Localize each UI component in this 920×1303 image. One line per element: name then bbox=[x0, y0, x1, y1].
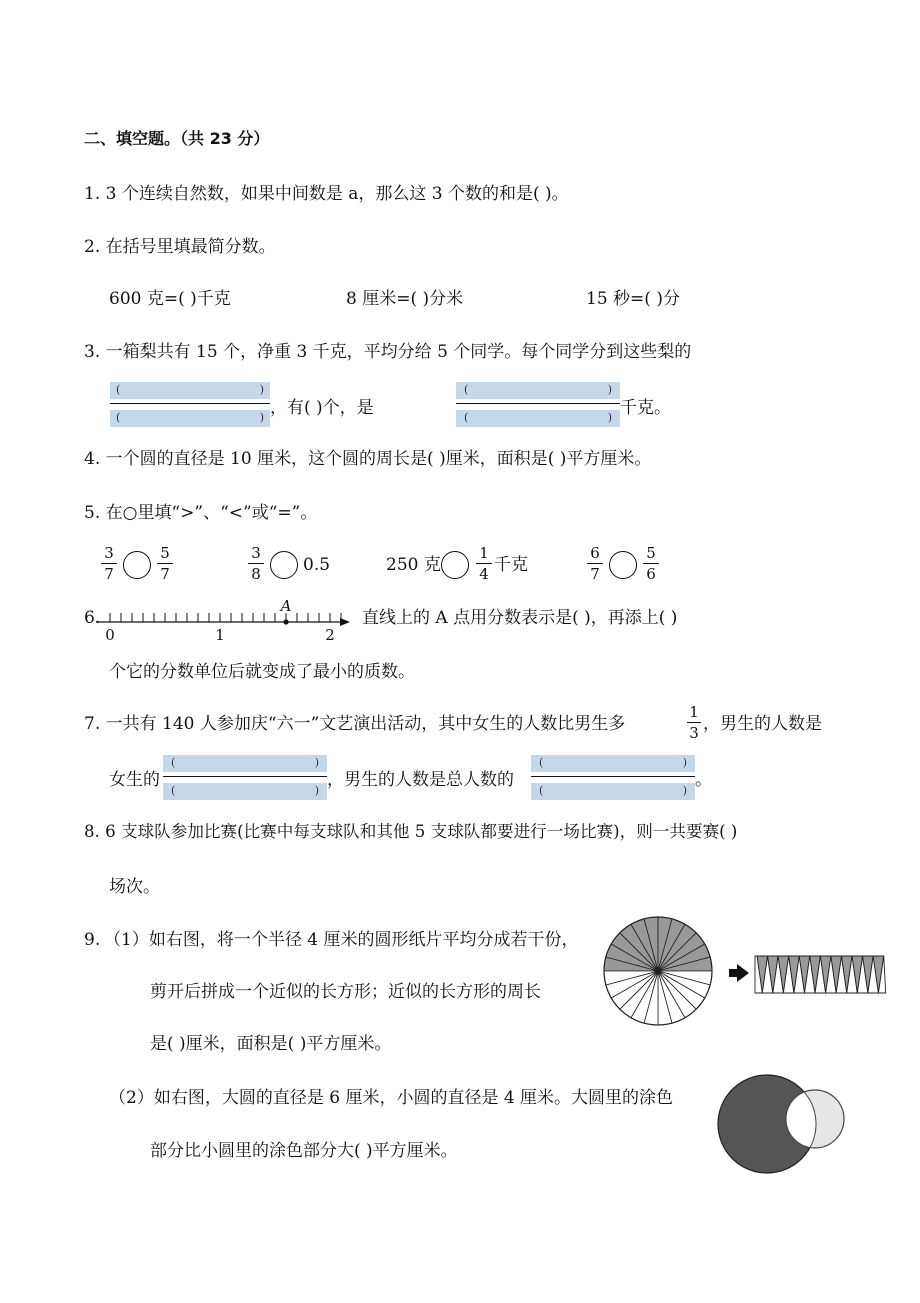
fraction-bar bbox=[110, 403, 270, 404]
overlapping-circles-figure bbox=[716, 1074, 846, 1174]
q7-line2-end: 。 bbox=[695, 770, 712, 790]
question-8-continued: 场次。 bbox=[109, 877, 160, 897]
fraction-1-3: 1 3 bbox=[687, 703, 701, 742]
compare-circle[interactable] bbox=[123, 551, 151, 579]
tick-label: 1 bbox=[215, 626, 225, 644]
tick-label: 2 bbox=[325, 626, 335, 644]
fraction-bar bbox=[531, 776, 695, 777]
q9-part1-line3: 是( )厘米，面积是( )平方厘米。 bbox=[150, 1034, 392, 1054]
answer-blank-numerator[interactable]: ( ) bbox=[110, 382, 270, 399]
compare-circle[interactable] bbox=[609, 551, 637, 579]
fraction-bar bbox=[163, 776, 327, 777]
fraction-3-8: 3 8 bbox=[248, 544, 264, 583]
fraction-6-7: 6 7 bbox=[587, 544, 603, 583]
fraction-5-6: 5 6 bbox=[643, 544, 659, 583]
q2-item-centimeters: 8 厘米=( )分米 bbox=[346, 289, 464, 309]
answer-blank-numerator[interactable]: ( ) bbox=[163, 755, 327, 772]
answer-blank-denominator[interactable]: ( ) bbox=[456, 410, 620, 427]
circle-to-rectangle-figure bbox=[603, 916, 865, 1028]
q9-number: 9. bbox=[84, 930, 101, 950]
arrow-icon bbox=[729, 969, 738, 977]
question-3: 3. 一箱梨共有 15 个，净重 3 千克，平均分给 5 个同学。每个同学分到这些梨的 bbox=[84, 342, 692, 362]
fraction-bar bbox=[456, 403, 620, 404]
q3-end-text: 千克。 bbox=[620, 398, 671, 418]
compare-circle[interactable] bbox=[270, 551, 298, 579]
q9-part1-line2: 剪开后拼成一个近似的长方形；近似的长方形的周长 bbox=[150, 982, 541, 1002]
arrow-icon bbox=[737, 964, 749, 982]
q3-middle-text: ，有( )个，是 bbox=[270, 398, 374, 418]
answer-blank-denominator[interactable]: ( ) bbox=[110, 410, 270, 427]
question-6: 直线上的 A 点用分数表示是( )，再添上( ) bbox=[362, 608, 678, 628]
point-a bbox=[283, 619, 288, 624]
question-7: 7. 一共有 140 人参加庆“六一”文艺演出活动，其中女生的人数比男生多 bbox=[84, 714, 626, 734]
unit-kilogram: 千克 bbox=[494, 555, 528, 575]
tick-label: 0 bbox=[105, 626, 115, 644]
fraction-3-7: 3 7 bbox=[101, 544, 117, 583]
answer-blank-denominator[interactable]: ( ) bbox=[531, 783, 695, 800]
q6-number: 6. bbox=[84, 608, 101, 628]
value-0-5: 0.5 bbox=[303, 555, 331, 575]
q9-part1-line1: （1）如右图，将一个半径 4 厘米的圆形纸片平均分成若干份， bbox=[104, 930, 579, 950]
q9-part2-line1: （2）如右图，大圆的直径是 6 厘米，小圆的直径是 4 厘米。大圆里的涂色 bbox=[109, 1088, 674, 1108]
value-250g: 250 克 bbox=[386, 555, 441, 575]
q7-line2-middle: ，男生的人数是总人数的 bbox=[327, 770, 514, 790]
question-4: 4. 一个圆的直径是 10 厘米，这个圆的周长是( )厘米，面积是( )平方厘米。 bbox=[84, 449, 652, 469]
q9-part2-line2: 部分比小圆里的涂色部分大( )平方厘米。 bbox=[150, 1141, 458, 1161]
section-title: 二、填空题。（共 23 分） bbox=[84, 129, 270, 148]
question-1: 1. 3 个连续自然数，如果中间数是 a，那么这 3 个数的和是( )。 bbox=[84, 184, 569, 204]
answer-blank-numerator[interactable]: ( ) bbox=[456, 382, 620, 399]
question-2: 2. 在括号里填最简分数。 bbox=[84, 237, 276, 257]
fraction-5-7: 5 7 bbox=[157, 544, 173, 583]
answer-blank-numerator[interactable]: ( ) bbox=[531, 755, 695, 772]
q7-line2-start: 女生的 bbox=[109, 770, 160, 790]
q2-item-grams: 600 克=( )千克 bbox=[109, 289, 231, 309]
question-5: 5. 在○里填“>”、“<”或“=”。 bbox=[84, 503, 318, 523]
compare-circle[interactable] bbox=[441, 551, 469, 579]
point-a-label: A bbox=[280, 597, 292, 615]
question-6-continued: 个它的分数单位后就变成了最小的质数。 bbox=[109, 662, 415, 682]
q7-tail: ，男生的人数是 bbox=[703, 714, 822, 734]
answer-blank-denominator[interactable]: ( ) bbox=[163, 783, 327, 800]
q2-item-seconds: 15 秒=( )分 bbox=[586, 289, 680, 309]
number-line bbox=[96, 597, 356, 644]
question-8: 8. 6 支球队参加比赛(比赛中每支球队和其他 5 支球队都要进行一场比赛)，则一共要赛( ) bbox=[84, 822, 738, 841]
fraction-1-4: 1 4 bbox=[476, 544, 492, 583]
